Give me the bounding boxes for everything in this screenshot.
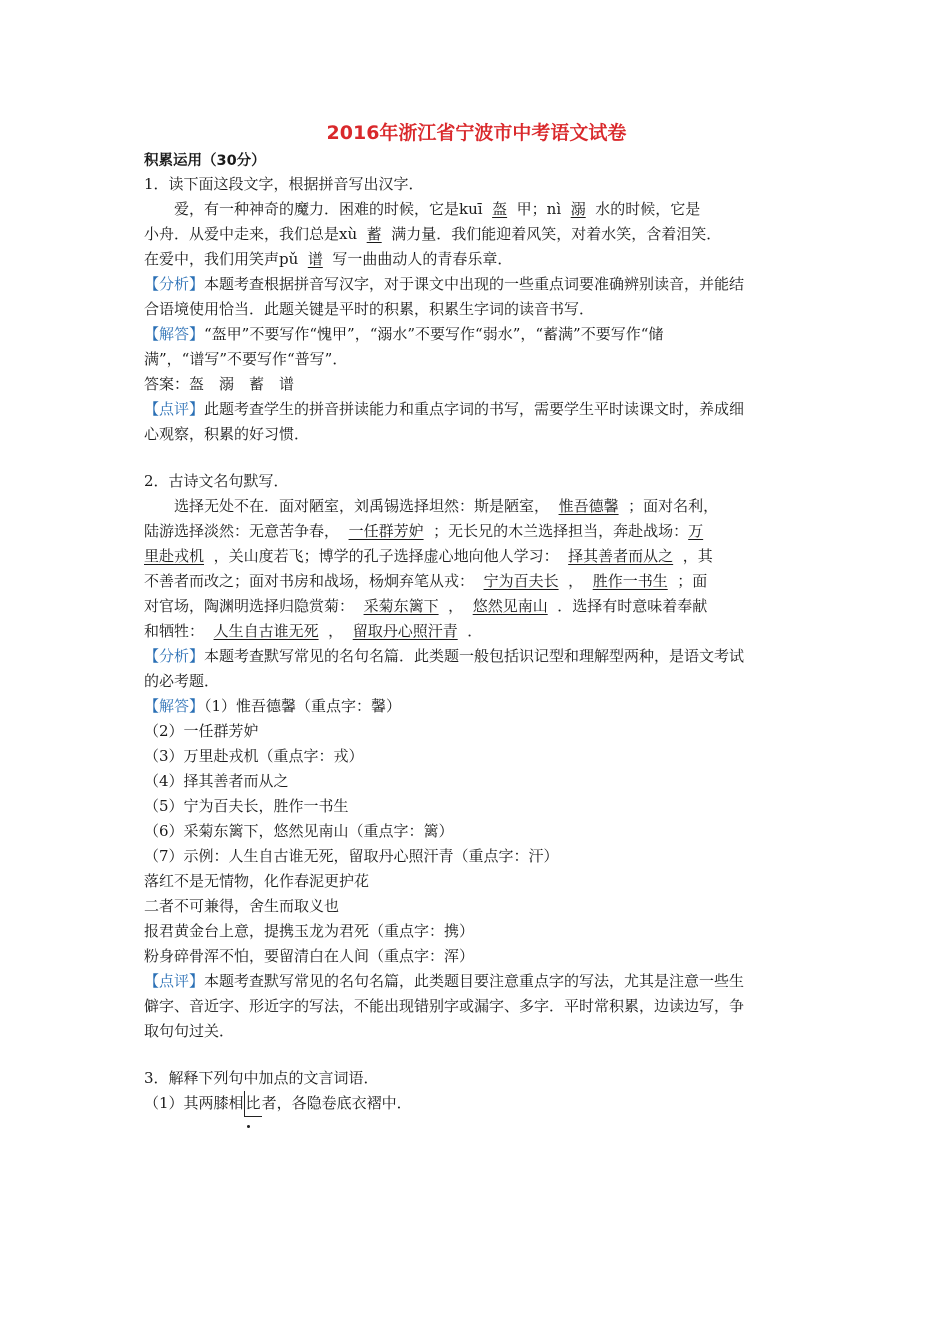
q1-text-line: 小舟．从爱中走来，我们总是xù 蓄 满力量．我们能迎着风笑，对着水笑，含着泪笑． <box>144 225 722 243</box>
answer-blank: 惟吾德馨 <box>558 497 619 515</box>
answer-blank: 一任群芳妒 <box>348 522 424 540</box>
document-page <box>144 120 809 1121</box>
q1-answer-explanation-cont: 满”，“谱写”不要写作“普写”． <box>144 350 348 368</box>
answer-blank: 万 <box>688 522 704 540</box>
q2-text-line: 对官场，陶渊明选择归隐赏菊： 采菊东篱下 ， 悠然见南山 ．选择有时意味着奉献 <box>144 597 708 615</box>
q1-analysis-cont: 合语境使用恰当．此题关键是平时的积累，积累生字词的读音书写． <box>144 300 595 318</box>
q2-comment-cont: 僻字、音近字、形近字的写法，不能出现错别字或漏字、多字．平时常积累，边读边写，争 <box>144 997 745 1015</box>
q1-text-line: 在爱中，我们用笑声pǔ 谱 写一曲曲动人的青春乐章． <box>144 250 513 268</box>
answer-blank: 盔 <box>492 200 508 218</box>
answer-blank: 蓄 <box>366 225 382 243</box>
answer-blank: 留取丹心照汗青 <box>352 622 458 640</box>
q2-text-line: 不善者而改之；面对书房和战场，杨炯弃笔从戎： 宁为百夫长 ， 胜作一书生 ；面 <box>144 572 708 590</box>
q2-analysis: 【分析】本题考查默写常见的名句名篇．此类题一般包括识记型和理解型两种，是语文考试 <box>144 647 745 665</box>
answer-blank: 人生自古谁无死 <box>213 622 319 640</box>
answer-blank: 谱 <box>307 250 323 268</box>
dotted-word: 比 <box>244 1091 262 1117</box>
q2-answer-item: 二者不可兼得，舍生而取义也 <box>144 897 340 915</box>
section-heading: 积累运用（30分） <box>144 153 266 169</box>
q3-item: （1）其两膝相 比者，各隐卷底衣褶中． <box>144 1091 809 1121</box>
answer-blank: 胜作一书生 <box>592 572 668 590</box>
answer-blank: 采菊东篱下 <box>363 597 439 615</box>
q2-answer-explanation: 【解答】（1）惟吾德馨（重点字：馨） <box>144 697 402 715</box>
q1-analysis: 【分析】本题考查根据拼音写汉字，对于课文中出现的一些重点词要准确辨别读音，并能结 <box>144 275 745 293</box>
q2-answer-item: 落红不是无情物，化作春泥更护花 <box>144 872 370 890</box>
q1-stem: 1．读下面这段文字，根据拼音写出汉字． <box>144 175 424 193</box>
q2-text-line: 里赴戎机 ，关山度若飞；博学的孔子选择虚心地向他人学习： 择其善者而从之 ，其 <box>144 547 713 565</box>
page-title: 2016年浙江省宁波市中考语文试卷 <box>326 122 627 144</box>
answer-blank: 溺 <box>570 200 586 218</box>
q2-answer-item: （5）宁为百夫长，胜作一书生 <box>144 797 349 815</box>
q1-answer-explanation: 【解答】“盔甲”不要写作“愧甲”，“溺水”不要写作“弱水”，“蓄满”不要写作“储 <box>144 325 664 343</box>
q1-text-line: 爱，有一种神奇的魔力．困难的时候，它是kuī 盔 甲；nì 溺 水的时候，它是 <box>174 200 701 218</box>
q1-answer: 答案：盔 溺 蓄 谱 <box>144 375 295 393</box>
q2-text-line: 陆游选择淡然：无意苦争春， 一任群芳妒 ；无长兄的木兰选择担当，奔赴战场：万 <box>144 522 704 540</box>
answer-blank: 悠然见南山 <box>472 597 548 615</box>
q2-analysis-cont: 的必考题． <box>144 672 220 690</box>
q2-text-line: 和牺牲： 人生自古谁无死 ， 留取丹心照汗青 ． <box>144 622 483 640</box>
q1-comment-cont: 心观察，积累的好习惯． <box>144 425 310 443</box>
q2-comment: 【点评】本题考查默写常见的名句名篇，此类题目要注意重点字的写法，尤其是注意一些生 <box>144 972 745 990</box>
q2-answer-item: （2）一任群芳妒 <box>144 722 259 740</box>
q2-comment-cont: 取句句过关． <box>144 1022 235 1040</box>
q2-answer-item: 粉身碎骨浑不怕，要留清白在人间（重点字：浑） <box>144 947 475 965</box>
q2-answer-item: （7）示例：人生自古谁无死，留取丹心照汗青（重点字：汗） <box>144 847 559 865</box>
q3-stem: 3．解释下列句中加点的文言词语． <box>144 1069 379 1087</box>
q2-answer-item: （3）万里赴戎机（重点字：戎） <box>144 747 364 765</box>
q2-answer-item: （6）采菊东篱下，悠然见南山（重点字：篱） <box>144 822 454 840</box>
q2-answer-item: 报君黄金台上意，提携玉龙为君死（重点字：携） <box>144 922 475 940</box>
q2-text-line: 选择无处不在．面对陋室，刘禹锡选择坦然：斯是陋室， 惟吾德馨 ；面对名利， <box>174 497 719 515</box>
answer-blank: 里赴戎机 <box>144 547 205 565</box>
q1-comment: 【点评】此题考查学生的拼音拼读能力和重点字词的书写，需要学生平时读课文时，养成细 <box>144 400 745 418</box>
answer-blank: 宁为百夫长 <box>483 572 559 590</box>
q2-answer-item: （4）择其善者而从之 <box>144 772 289 790</box>
answer-blank: 择其善者而从之 <box>568 547 674 565</box>
q2-stem: 2．古诗文名句默写． <box>144 472 289 490</box>
